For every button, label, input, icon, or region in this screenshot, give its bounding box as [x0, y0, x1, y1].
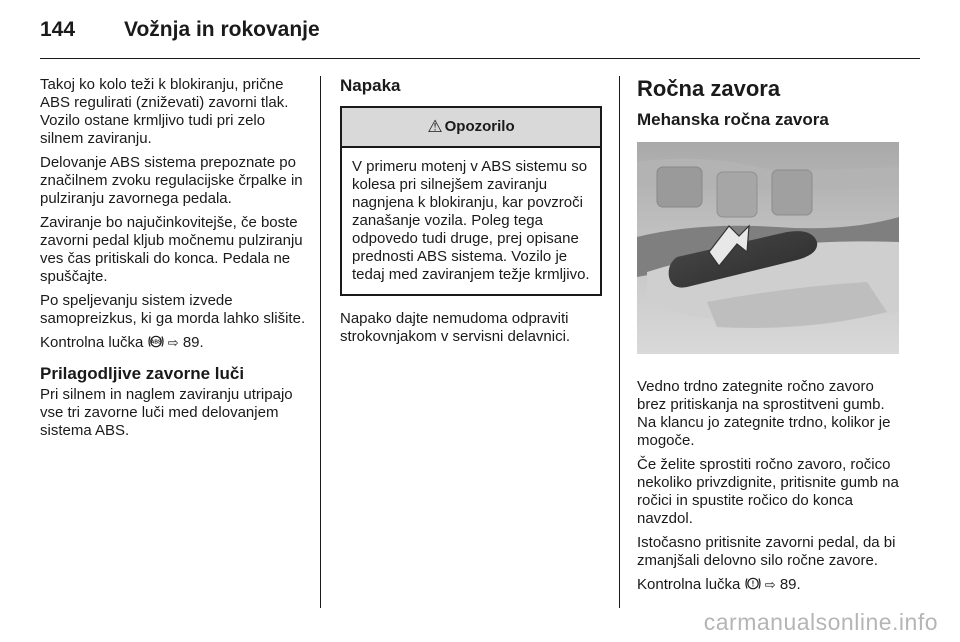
paragraph-release-brake: Če želite sprostiti ročno zavoro, ročico nekoliko privzdignite, pritisnite gumb na ročici in spustite ročico do konca navzdol. — [637, 456, 899, 527]
warning-header — [342, 108, 600, 148]
paragraph-self-test: Po speljevanju sistem izvede samopreizkus, ki ga morda lahko slišite. — [40, 292, 306, 327]
paragraph-fault-service: Napako dajte nemudoma odpraviti strokovnjakom v servisni delavnici. — [340, 310, 571, 345]
adaptive-brake-lights-heading: Prilagodljive zavorne luči — [40, 364, 245, 383]
paragraph-abs-sound: Delovanje ABS sistema prepoznate po značilnem zvoku regulacijske črpalke in pulziranju zavornega pedala. — [40, 154, 303, 207]
paragraph-apply-brake: Vedno trdno zategnite ročno zavoro brez pritiskanja na sprostitveni gumb. Na klancu jo zategnite trdno, kolikor je mogoče. — [637, 378, 891, 449]
header-divider — [40, 58, 920, 59]
abs-warning-lamp-icon — [148, 334, 164, 354]
page-header — [40, 18, 920, 62]
warning-box — [340, 106, 602, 296]
paragraph-press-pedal: Istočasno pritisnite zavorni pedal, da bi zmanjšali delovno silo ročne zavore. — [637, 534, 896, 569]
lamp-reference-text: Kontrolna lučka — [40, 334, 144, 351]
paragraph-adaptive-brake-lights: Pri silnem in naglem zaviranju utripajo vse tri zavorne luči med delovanjem sistema ABS. — [40, 386, 293, 439]
mechanical-parking-brake-heading: Mehanska ročna zavora — [637, 110, 829, 129]
lamp-reference-page[interactable]: 89. — [182, 334, 204, 351]
page-reference-arrow-icon: ⇨ — [764, 577, 776, 592]
parking-brake-heading: Ročna zavora — [637, 76, 781, 101]
parking-brake-photo — [637, 142, 899, 354]
page-reference-arrow-icon: ⇨ — [167, 335, 179, 350]
svg-text:ABS: ABS — [150, 339, 161, 346]
abs-lamp-reference — [40, 334, 308, 354]
column-3 — [637, 76, 907, 602]
watermark: carmanualsonline.info — [703, 609, 938, 635]
fault-heading: Napaka — [340, 76, 401, 95]
column-divider-2 — [619, 76, 620, 608]
warning-triangle-icon: ⚠ — [427, 117, 443, 136]
column-1 — [40, 76, 308, 446]
page-number: 144 — [40, 18, 76, 41]
chapter-title: Vožnja in rokovanje — [124, 18, 320, 41]
svg-text:!: ! — [751, 579, 754, 589]
brake-warning-lamp-icon — [745, 576, 761, 596]
column-2 — [340, 76, 602, 352]
lamp-reference-text: Kontrolna lučka — [637, 576, 741, 593]
paragraph-abs-regulation: Takoj ko kolo teži k blokiranju, prične ABS regulirati (zniževati) zavorni tlak. Vozilo ostane krmljivo tudi pri zelo silnem zaviranju. — [40, 76, 289, 147]
warning-body: V primeru motenj v ABS sistemu so kolesa pri silnejšem zaviranju nagnjena k blokiranju, kar povzroči zanašanje vozila. Poleg tega odpovedo tudi druge, prej opisane prednosti ABS sistema. Vozilo je tedaj med zaviranjem težje krmljivo. — [352, 158, 590, 283]
brake-lamp-reference — [637, 576, 907, 596]
paragraph-braking-advice: Zaviranje bo najučinkovitejše, če boste zavorni pedal kljub močnemu pulziranju ves čas pritiskali do konca. Pedala ne spuščajte. — [40, 214, 303, 285]
lamp-reference-page[interactable]: 89. — [779, 576, 801, 593]
column-divider-1 — [320, 76, 321, 608]
warning-title: Opozorilo — [444, 118, 515, 135]
